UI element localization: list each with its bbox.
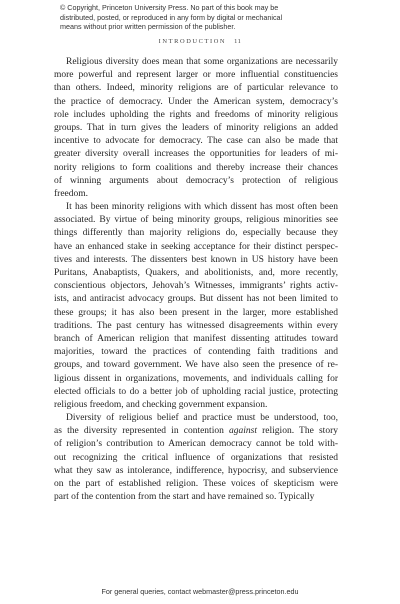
text-line: on the part of established religion. These voices of skepticism were: [54, 479, 338, 489]
text-line: things differently than majority religions do, especially because they: [54, 228, 338, 239]
text-line: more powerful and represent larger or more influential constituencies: [54, 70, 338, 81]
text-line: elected officials to do a better job of upholding racial justice, protecting: [54, 386, 338, 397]
text-line: role includes upholding the rights and freedoms of minority religious: [54, 109, 338, 120]
text-line: than others. Indeed, minority religions are of particular relevance to: [54, 83, 338, 94]
text-line: of winning arguments about democracy’s protection of religious: [54, 175, 338, 186]
text-line: as the diversity represented in contention against religion. The story: [54, 426, 338, 437]
text-line: groups, and toward government. We have also seen the presence of re-: [54, 360, 338, 371]
chapter-title: INTRODUCTION: [158, 38, 227, 45]
text-line: incentive to advocate for democracy. The case can also be made that: [54, 136, 338, 147]
body-text: [54, 56, 338, 504]
text-line: have an enhanced stake in seeking acceptance for their distinct perspec-: [54, 241, 338, 252]
text-line: It has been minority religions with which dissent has most often been: [66, 202, 338, 213]
text-line: part of the contention from the start and have remained so. Typically: [54, 492, 315, 503]
text-line: Diversity of religious belief and practice must be understood, too,: [66, 413, 338, 424]
text-line: what they saw as intolerance, indifference, hypocrisy, and subservience: [54, 465, 338, 476]
paragraph: [54, 412, 338, 504]
text-line: ligious dissent in organizations, movements, and individuals calling for: [54, 373, 338, 384]
copyright-line: means without prior written permission of the publisher.: [60, 22, 236, 32]
copyright-line: distributed, posted, or reproduced in any form by digital or mechanical: [60, 12, 283, 22]
footer-contact: For general queries, contact webmaster@press.princeton.edu: [101, 587, 299, 596]
text-line: tives and interests. The dissenters best known in US history have been: [54, 254, 338, 265]
paragraph: [54, 201, 338, 412]
text-line: religious freedom, and checking government expansion.: [54, 399, 268, 410]
text-line: of religion’s contribution to American democracy cannot be told with-: [54, 439, 338, 450]
text-line: these groups; it has also been present in the larger, more established: [54, 307, 338, 318]
page-number: 11: [234, 38, 242, 45]
text-line: nority religions to form coalitions and thereby increase their chances: [54, 162, 338, 173]
text-line: branch of American religion that manifest dissenting attitudes toward: [54, 333, 338, 344]
text-line: associated. By virtue of being minority groups, religious minorities see: [54, 215, 338, 226]
paragraph: [54, 56, 338, 201]
text-line: Puritans, Anabaptists, Quakers, and abolitionists, and, more recently,: [54, 268, 338, 278]
copyright-notice: [60, 3, 360, 32]
text-line: majorities, toward the practices of contending faith traditions and: [54, 347, 338, 358]
copyright-line: © Copyright, Princeton University Press. No part of this book may be: [60, 3, 279, 12]
running-head: [0, 38, 400, 45]
text-line: the practice of democracy. Under the American system, democracy’s: [54, 96, 338, 107]
text-line: Religious diversity does mean that some organizations are necessarily: [66, 57, 338, 67]
text-line: traditions. The past century has witnessed disagreements within every: [54, 320, 338, 331]
text-line: conscientious objectors, Jehovah’s Witnesses, immigrants’ rights activ-: [54, 281, 338, 292]
text-line: greater diversity overall increases the opportunities for leaders of mi-: [54, 149, 338, 160]
text-line: out recognizing the critical influence of organizations that resisted: [54, 452, 338, 463]
text-line: groups. That in turn gives the leaders of minority religions an added: [54, 122, 338, 133]
text-line: freedom.: [54, 188, 89, 199]
text-line: ists, and antiracist advocacy groups. But dissent has not been limited to: [54, 294, 338, 305]
